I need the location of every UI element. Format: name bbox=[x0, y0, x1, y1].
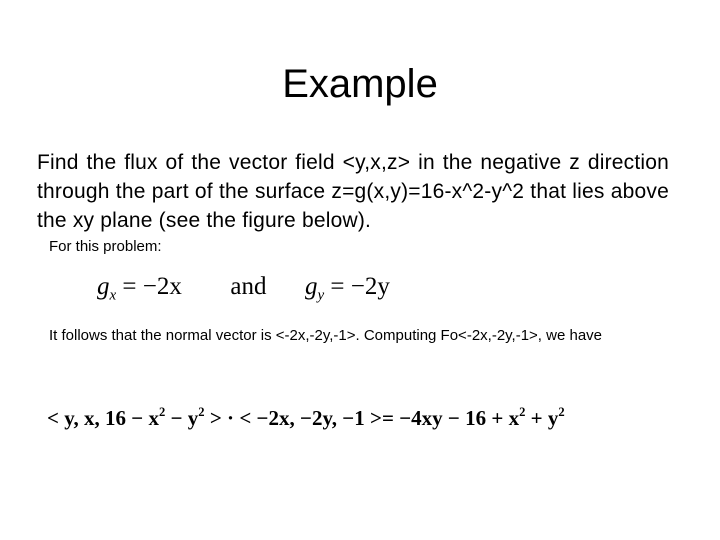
eq2-exp-a: 2 bbox=[159, 405, 166, 419]
gx-function: g bbox=[97, 273, 110, 300]
note-for-this-problem: For this problem: bbox=[49, 238, 162, 255]
and-connector: and bbox=[230, 273, 267, 300]
eq2-dot-part: > · < −2x, −2y, −1 >= −4xy − 16 + x bbox=[204, 405, 520, 430]
note-normal-vector: It follows that the normal vector is <-2x,-2y,-1>. Computing Fo<-2x,-2y,-1>, we have bbox=[49, 327, 603, 344]
gx-subscript: x bbox=[109, 287, 117, 304]
slide-title: Example bbox=[282, 62, 438, 106]
gx-value: = −2x bbox=[122, 273, 182, 300]
eq2-minus-y: − y bbox=[165, 405, 199, 430]
gy-subscript: y bbox=[317, 287, 325, 304]
eq2-plus-y: + y bbox=[525, 405, 559, 430]
eq2-vector-open: < y, x, 16 − x bbox=[47, 405, 160, 430]
partial-derivatives-equation bbox=[97, 270, 390, 312]
eq2-exp-b: 2 bbox=[198, 405, 205, 419]
problem-statement: Find the flux of the vector field <y,x,z> in the negative z direction through the part of the surface z=g(x,y)=16-x^2-y^2 that lies above the xy plane (see the figure below). bbox=[37, 151, 669, 232]
eq2-exp-d: 2 bbox=[558, 405, 565, 419]
gy-function: g bbox=[304, 273, 318, 300]
gy-value: = −2y bbox=[330, 273, 390, 300]
eq2-exp-c: 2 bbox=[519, 405, 526, 419]
flux-dot-product-equation bbox=[47, 394, 565, 436]
